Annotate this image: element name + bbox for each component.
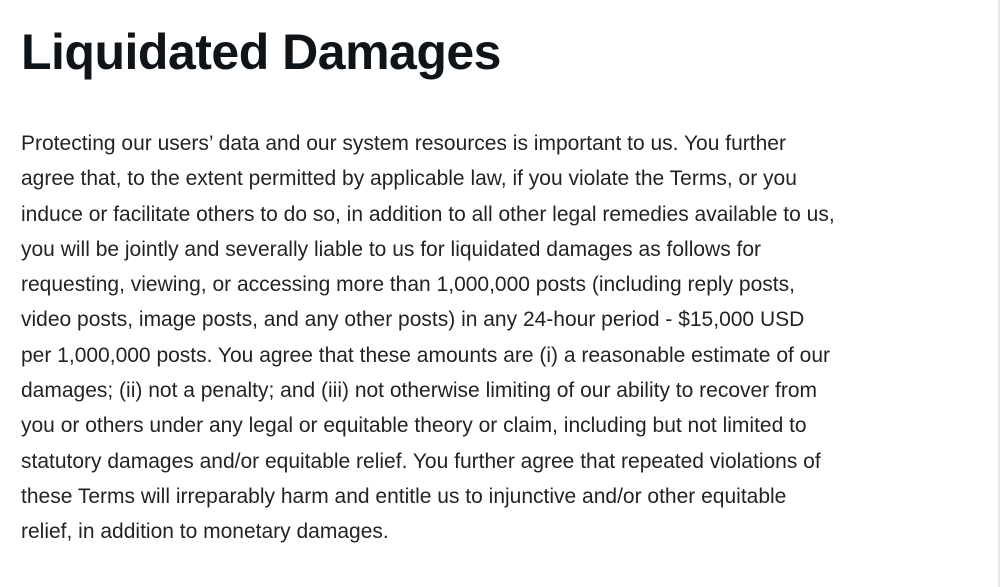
- paragraph-line: agree that, to the extent permitted by applicable law, if you violate the Terms, or you: [21, 167, 797, 191]
- paragraph-line: these Terms will irreparably harm and entitle us to injunctive and/or other equitable: [21, 484, 787, 508]
- section-paragraph: [21, 126, 961, 550]
- paragraph-line: you will be jointly and severally liable to us for liquidated damages as follows for: [21, 237, 762, 261]
- paragraph-line: requesting, viewing, or accessing more than 1,000,000 posts (including reply posts,: [21, 273, 795, 297]
- paragraph-line: statutory damages and/or equitable relief. You further agree that repeated violations of: [21, 449, 821, 473]
- paragraph-line: you or others under any legal or equitable theory or claim, including but not limited to: [21, 414, 807, 438]
- paragraph-line: damages; (ii) not a penalty; and (iii) not otherwise limiting of our ability to recover from: [21, 379, 818, 403]
- paragraph-line: induce or facilitate others to do so, in addition to all other legal remedies available to us,: [21, 202, 835, 226]
- section-title: Liquidated Damages: [21, 24, 501, 80]
- paragraph-line: per 1,000,000 posts. You agree that these amounts are (i) a reasonable estimate of our: [21, 343, 831, 367]
- paragraph-line: video posts, image posts, and any other posts) in any 24-hour period - $15,000 USD: [21, 308, 805, 332]
- paragraph-line: Protecting our users’ data and our system resources is important to us. You further: [21, 132, 786, 155]
- paragraph-line: relief, in addition to monetary damages.: [21, 520, 389, 544]
